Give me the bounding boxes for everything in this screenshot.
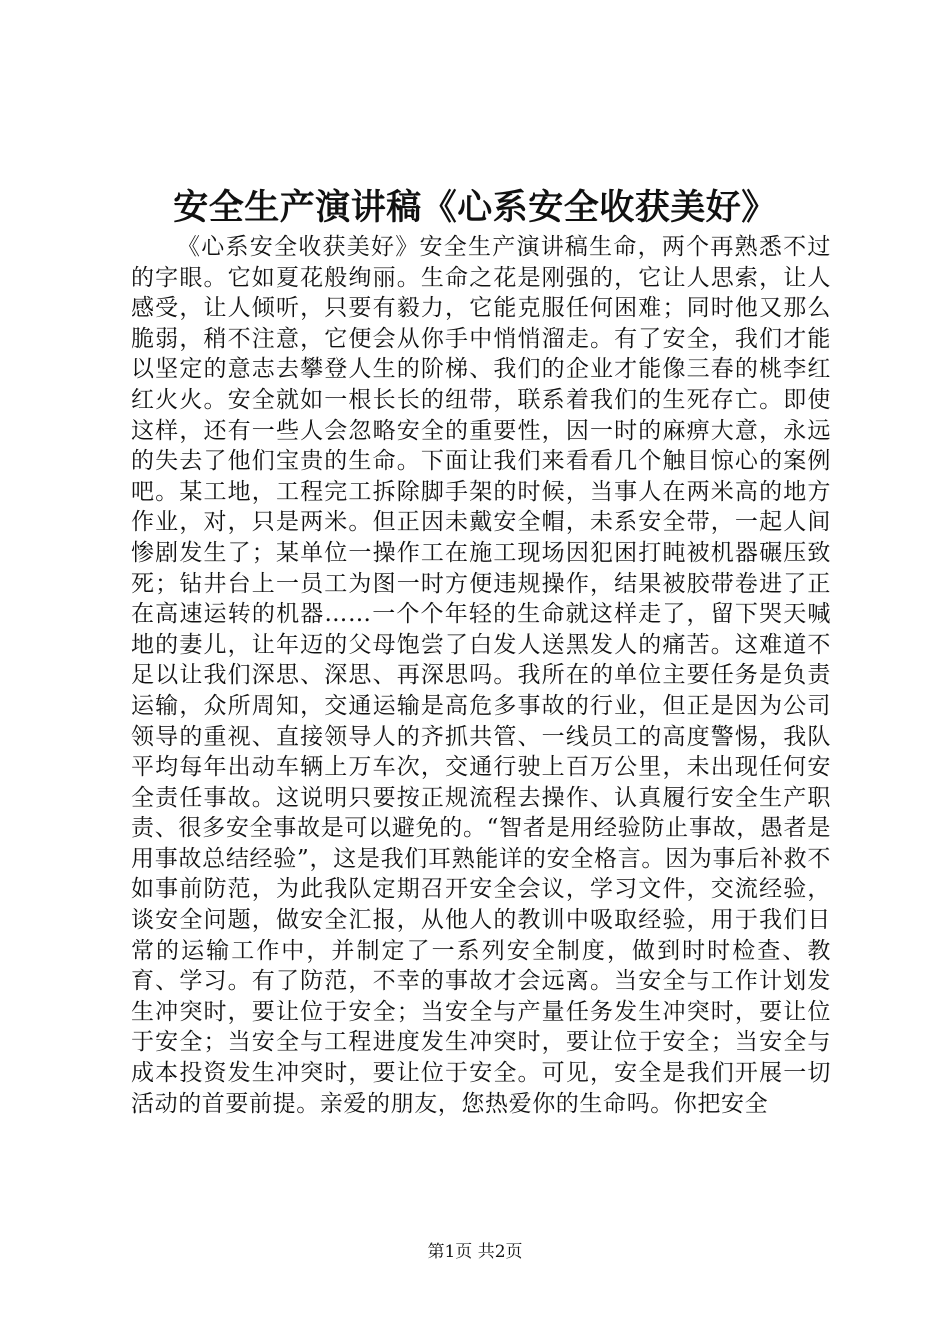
document-title: 安全生产演讲稿《心系安全收获美好》 [173, 187, 777, 228]
page-number-footer: 第1页 共2页 [427, 1242, 523, 1262]
document-body-paragraph: 《心系安全收获美好》安全生产演讲稿生命，两个再熟悉不过的字眼。它如夏花般绚丽。生命之花是刚强的，它让人思索，让人感受，让人倾听，只要有毅力，它能克服任何困难；同时他又那么脆弱，稍不注意，它便会从你手中悄悄溜走。有了安全，我们才能以坚定的意志去攀登人生的阶梯、我们的企业才能像三春的桃李红红火火。安全就如一根长长的纽带，联系着我们的生死存亡。即使这样，还有一些人会忽略安全的重要性，因一时的麻痹大意，永远的失去了他们宝贵的生命。下面让我们来看看几个触目惊心的案例吧。某工地，工程完工拆除脚手架的时候，当事人在两米高的地方作业，对，只是两米。但正因未戴安全帽，未系安全带，一起人间惨剧发生了；某单位一操作工在施工现场因犯困打盹被机器碾压致死；钻井台上一员工为图一时方便违规操作，结果被胶带卷进了正在高速运转的机器……一个个年轻的生命就这样走了，留下哭天喊地的妻儿，让年迈的父母饱尝了白发人送黑发人的痛苦。这难道不足以让我们深思、深思、再深思吗。我所在的单位主要任务是负责运输，众所周知，交通运输是高危多事故的行业，但正是因为公司领导的重视、直接领导人的齐抓共管、一线员工的高度警惕，我队平均每年出动车辆上万车次，交通行驶上百万公里，未出现任何安全责任事故。这说明只要按正规流程去操作、认真履行安全生产职责、很多安全事故是可以避免的。“智者是用经验防止事故，愚者是用事故总结经验”，这是我们耳熟能详的安全格言。因为事后补救不如事前防范，为此我队定期召开安全会议，学习文件，交流经验，谈安全问题，做安全汇报，从他人的教训中吸取经验，用于我们日常的运输工作中，并制定了一系列安全制度，做到时时检查、教育、学习。有了防范，不幸的事故才会远离。当安全与工作计划发生冲突时，要让位于安全；当安全与产量任务发生冲突时，要让位于安全；当安全与工程进度发生冲突时，要让位于安全；当安全与成本投资发生冲突时，要让位于安全。可见，安全是我们开展一切活动的首要前提。亲爱的朋友，您热爱你的生命吗。你把安全 [131, 234, 831, 1117]
